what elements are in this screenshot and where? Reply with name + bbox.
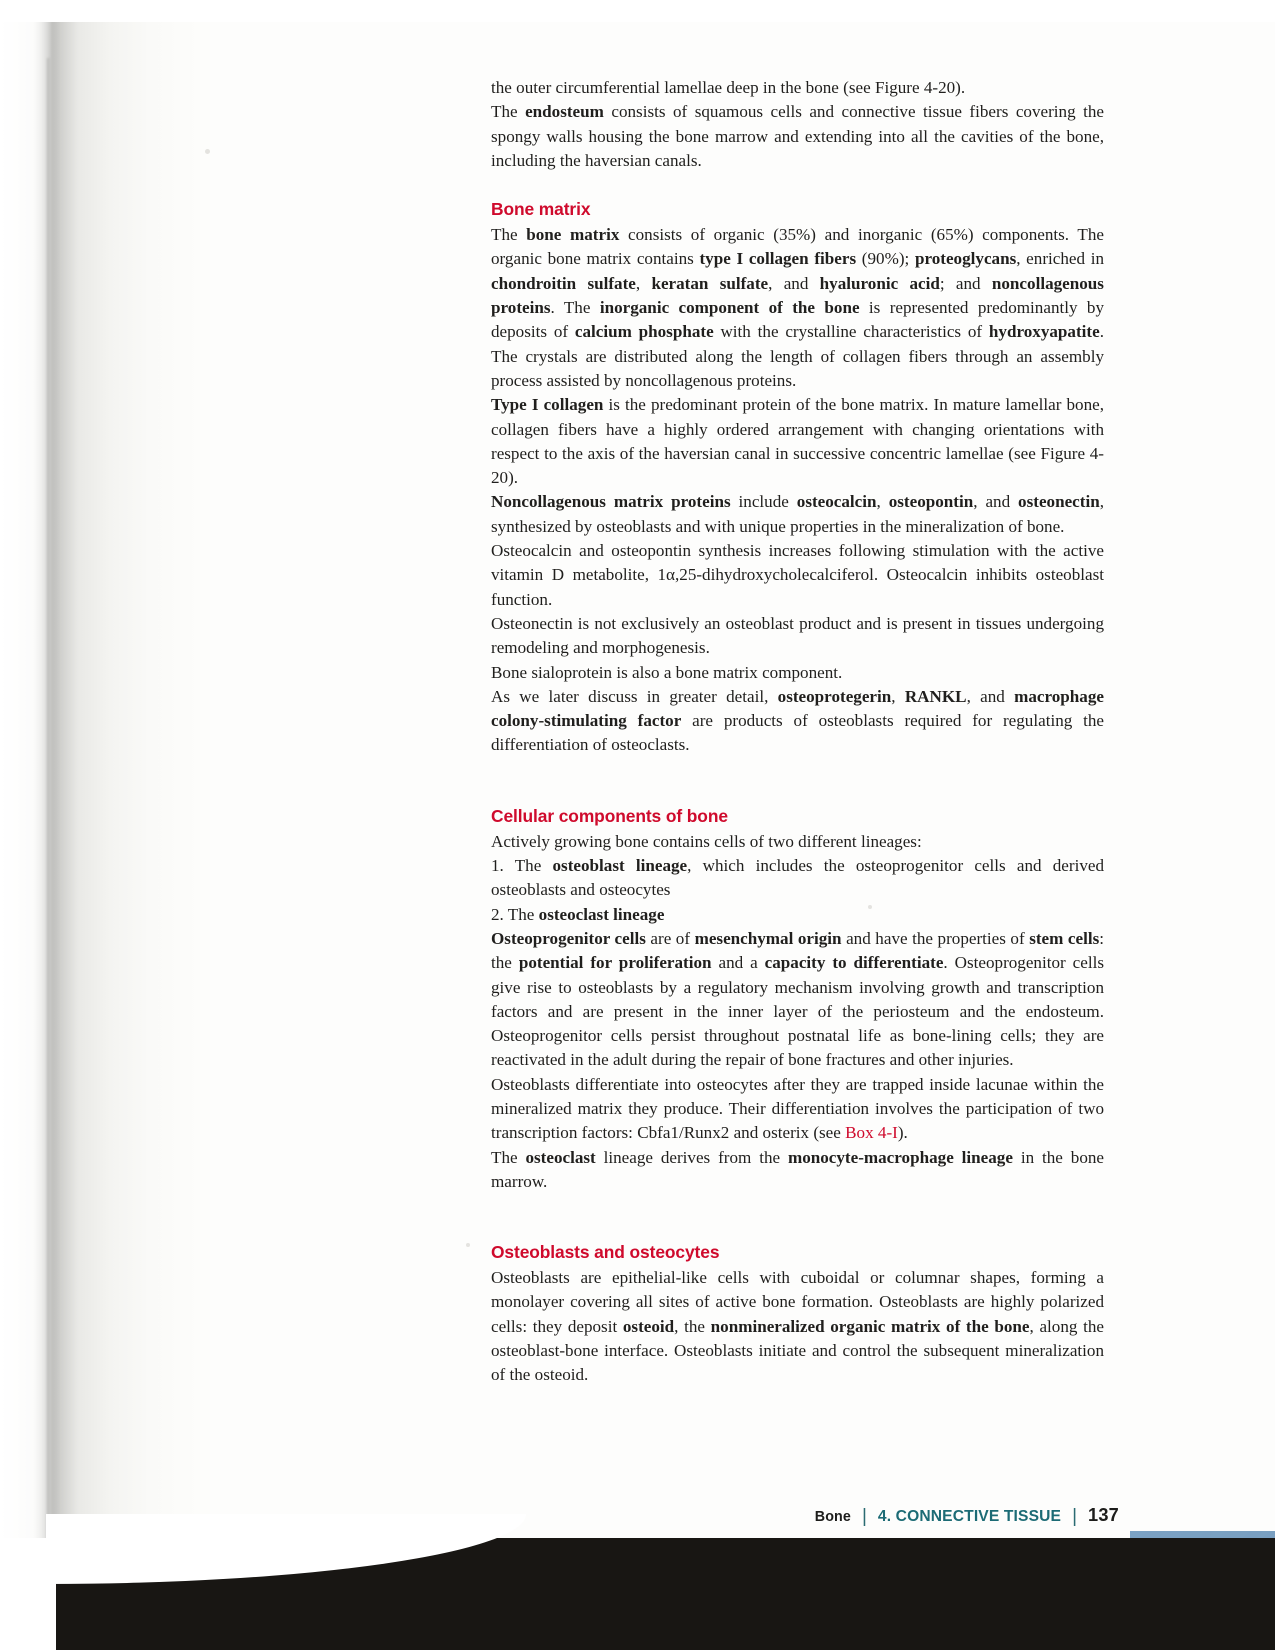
paragraph-type-i-collagen	[491, 393, 1104, 490]
run-bone-matrix-composition-16: is represented predominantly by deposits of	[491, 298, 1105, 342]
run-osteoprogenitor-cells-6: potential for proliferation	[518, 953, 712, 973]
run-bone-matrix-composition-1: bone matrix	[526, 225, 620, 245]
run-osteoprogenitor-cells-3: and have the properties of	[841, 928, 1030, 948]
run-bone-matrix-composition-11: hyaluronic acid	[819, 273, 940, 293]
paragraph-bone-sialoprotein	[491, 661, 1104, 685]
section-body-bone-matrix	[491, 223, 1104, 758]
run-bone-matrix-composition-15: inorganic component of the bone	[599, 298, 860, 318]
paragraph-osteoblasts-osteocytes-body	[491, 1266, 1104, 1387]
run-osteocalcin-osteopontin-synthesis-0: Osteocalcin and osteopontin synthesis increases following stimulation with the active vitamin D metabolite, 1α,25-dihydroxycholecalciferol. Osteocalcin inhibits osteoblast function.	[491, 541, 1104, 609]
paragraph-endosteum	[491, 100, 1104, 173]
run-osteoprogenitor-cells-9: . Osteoprogenitor cells give rise to osteoblasts by a regulatory mechanism involving growth and transcription factors and are present in the inner layer of the periosteum and the endosteum. Osteoprogenitor cells persist throughout postnatal life as bone-lining cells; they are reactivated in the adult during the repair of bone fractures and other injuries.	[491, 953, 1104, 1070]
run-osteoprotegerin-rankl-6: are products of osteoblasts required for regulating the differentiation of osteoclasts.	[491, 711, 1105, 755]
run-noncollagenous-matrix-proteins-6: osteonectin	[1018, 492, 1100, 512]
section-heading-bone-matrix: Bone matrix	[491, 199, 591, 220]
run-osteoprogenitor-cells-7: and a	[711, 953, 765, 973]
run-noncollagenous-matrix-proteins-4: osteopontin	[888, 492, 974, 512]
run-osteoprogenitor-cells-1: are of	[645, 928, 695, 948]
run-osteoblasts-osteocytes-body-3: nonmineralized organic matrix of the bone	[710, 1316, 1030, 1336]
paragraph-noncollagenous-matrix-proteins	[491, 490, 1104, 539]
run-osteonectin-tissues-0: Osteonectin is not exclusively an osteoblast product and is present in tissues undergoing remodeling and morphogenesis.	[491, 613, 1104, 658]
endosteum-lead-text: The	[491, 102, 526, 122]
run-noncollagenous-matrix-proteins-2: osteocalcin	[796, 492, 877, 512]
run-bone-matrix-composition-18: with the crystalline characteristics of	[713, 322, 989, 342]
footer-separator-icon: |	[861, 1506, 867, 1527]
paragraph-osteoblasts-differentiate	[491, 1073, 1104, 1146]
paragraph-continued	[491, 76, 1104, 100]
run-bone-matrix-composition-20: . The crystals are distributed along the length of collagen fibers through an assembly process assisted by noncollagenous proteins.	[491, 322, 1104, 390]
run-noncollagenous-matrix-proteins-5: , and	[973, 492, 1019, 512]
endosteum-rest-text: consists of squamous cells and connective tissue fibers covering the spongy walls housing the bone marrow and extending into all the cavities of the bone, including the haversian canals.	[491, 102, 1104, 170]
run-bone-matrix-composition-13: noncollagenous proteins	[491, 273, 1104, 318]
run-osteoblasts-osteocytes-body-1: osteoid	[622, 1316, 675, 1336]
run-bone-matrix-composition-5: proteoglycans	[914, 249, 1017, 269]
run-osteoprotegerin-rankl-2: ,	[891, 686, 905, 706]
run-osteoblasts-osteocytes-body-4: , along the osteoblast-bone interface. Osteoblasts initiate and control the subsequent mineralization of the osteoid.	[491, 1316, 1104, 1385]
run-bone-matrix-composition-19: hydroxyapatite	[988, 322, 1100, 342]
run-osteoclast-lineage-origin-3: monocyte-macrophage lineage	[787, 1147, 1013, 1167]
section-body-osteoblasts-osteocytes	[491, 1266, 1104, 1387]
run-osteoprotegerin-rankl-3: RANKL	[904, 686, 967, 706]
run-bone-matrix-composition-14: . The	[550, 298, 600, 318]
run-bone-matrix-composition-12: ; and	[939, 273, 992, 293]
footer-chapter-title: 4. CONNECTIVE TISSUE	[877, 1508, 1062, 1525]
scan-speck	[466, 1243, 470, 1247]
paragraph-lineage-item-1	[491, 854, 1104, 903]
run-bone-sialoprotein-0: Bone sialoprotein is also a bone matrix component.	[491, 662, 843, 682]
run-noncollagenous-matrix-proteins-1: include	[730, 492, 797, 512]
run-noncollagenous-matrix-proteins-0: Noncollagenous matrix proteins	[491, 492, 731, 512]
run-lineage-item-2-0: 2. The	[491, 904, 539, 924]
run-osteoclast-lineage-origin-2: lineage derives from the	[595, 1147, 788, 1167]
paragraph-osteoprogenitor-cells	[491, 927, 1104, 1073]
run-bone-matrix-composition-9: keratan sulfate	[651, 273, 769, 293]
paragraph-continued-text: the outer circumferential lamellae deep in the bone (see Figure 4-20).	[491, 78, 966, 97]
run-osteoprogenitor-cells-5: : the	[491, 928, 1104, 973]
run-osteoprogenitor-cells-0: Osteoprogenitor cells	[491, 928, 646, 948]
run-type-i-collagen-1: is the predominant protein of the bone matrix. In mature lamellar bone, collagen fibers have a highly ordered arrangement with changing orientations with respect to the axis of the haversian canal in successive concentric lamellae (see Figure 4-20).	[491, 395, 1104, 488]
run-osteoprotegerin-rankl-4: , and	[966, 686, 1015, 706]
body-text-column	[491, 76, 1104, 1388]
run-bone-matrix-composition-2: consists of organic (35%) and inorganic (65%) components. The organic bone matrix contains	[491, 225, 1104, 269]
footer-page-separator-icon: |	[1072, 1506, 1078, 1527]
run-osteoblasts-differentiate-1: Box 4-I	[845, 1123, 898, 1143]
section-heading-osteoblasts-osteocytes: Osteoblasts and osteocytes	[491, 1242, 720, 1263]
run-bone-matrix-composition-10: , and	[768, 273, 820, 293]
page-curve-highlight	[0, 0, 60, 1650]
paragraph-lineage-item-2	[491, 903, 1104, 927]
run-osteoprogenitor-cells-8: capacity to differentiate	[764, 953, 944, 973]
run-osteoclast-lineage-origin-4: in the bone marrow.	[491, 1147, 1104, 1191]
page-top-edge	[0, 0, 1275, 22]
paragraph-bone-matrix-composition	[491, 223, 1104, 393]
run-lineage-item-1-1: osteoblast lineage	[552, 856, 688, 876]
run-bone-matrix-composition-8: ,	[635, 273, 652, 293]
run-lineage-item-2-1: osteoclast lineage	[538, 904, 665, 924]
run-bone-matrix-composition-7: chondroitin sulfate	[491, 273, 636, 293]
run-osteoprotegerin-rankl-0: As we later discuss in greater detail,	[491, 686, 778, 706]
run-osteoblasts-osteocytes-body-2: , the	[674, 1316, 711, 1336]
run-osteoprogenitor-cells-2: mesenchymal origin	[694, 928, 842, 948]
run-two-lineages-intro-0: Actively growing bone contains cells of two different lineages:	[491, 831, 922, 851]
run-lineage-item-1-0: 1. The	[491, 856, 553, 876]
run-osteoblasts-differentiate-0: Osteoblasts differentiate into osteocytes after they are trapped inside lacunae within the mineralized matrix they produce. Their differentiation involves the participation of two transcription factors: Cbfa1/Runx2 and osterix (see	[491, 1074, 1104, 1143]
run-osteoprotegerin-rankl-1: osteoprotegerin	[777, 686, 892, 706]
paragraph-osteoprotegerin-rankl	[491, 685, 1104, 758]
run-lineage-item-1-2: , which includes the osteoprogenitor cells and derived osteoblasts and osteocytes	[491, 856, 1105, 900]
paragraph-osteocalcin-osteopontin-synthesis	[491, 539, 1104, 612]
spacer	[491, 173, 1104, 198]
page-number: 137	[1088, 1505, 1119, 1525]
run-bone-matrix-composition-3: type I collagen fibers	[699, 249, 857, 269]
paragraph-two-lineages-intro	[491, 830, 1104, 854]
run-bone-matrix-composition-4: (90%);	[856, 249, 915, 269]
run-type-i-collagen-0: Type I collagen	[491, 395, 604, 415]
spacer	[491, 1194, 1104, 1241]
run-bone-matrix-composition-6: , enriched in	[1016, 249, 1105, 269]
footer-topic: Bone	[814, 1509, 851, 1525]
run-osteoclast-lineage-origin-1: osteoclast	[525, 1147, 596, 1167]
run-noncollagenous-matrix-proteins-3: ,	[876, 492, 889, 512]
section-heading-cellular-components: Cellular components of bone	[491, 805, 728, 826]
run-osteoblasts-osteocytes-body-0: Osteoblasts are epithelial-like cells with cuboidal or columnar shapes, forming a monolayer covering all sites of active bone formation. Osteoblasts are highly polarized cells: they deposit	[491, 1268, 1104, 1336]
run-osteoprogenitor-cells-4: stem cells	[1029, 928, 1100, 948]
run-bone-matrix-composition-0: The	[491, 225, 527, 245]
spacer	[491, 758, 1104, 805]
section-body-cellular-components	[491, 830, 1104, 1194]
run-bone-matrix-composition-17: calcium phosphate	[574, 322, 714, 342]
run-osteoprotegerin-rankl-5: macrophage colony-stimulating factor	[491, 686, 1104, 731]
endosteum-term: endosteum	[525, 102, 604, 122]
run-osteoclast-lineage-origin-0: The	[491, 1147, 526, 1167]
paragraph-osteoclast-lineage-origin	[491, 1146, 1104, 1195]
scan-speck	[205, 149, 210, 154]
run-noncollagenous-matrix-proteins-7: , synthesized by osteoblasts and with unique properties in the mineralization of bone.	[491, 492, 1104, 536]
paragraph-osteonectin-tissues	[491, 612, 1104, 661]
run-osteoblasts-differentiate-2: ).	[897, 1123, 908, 1143]
